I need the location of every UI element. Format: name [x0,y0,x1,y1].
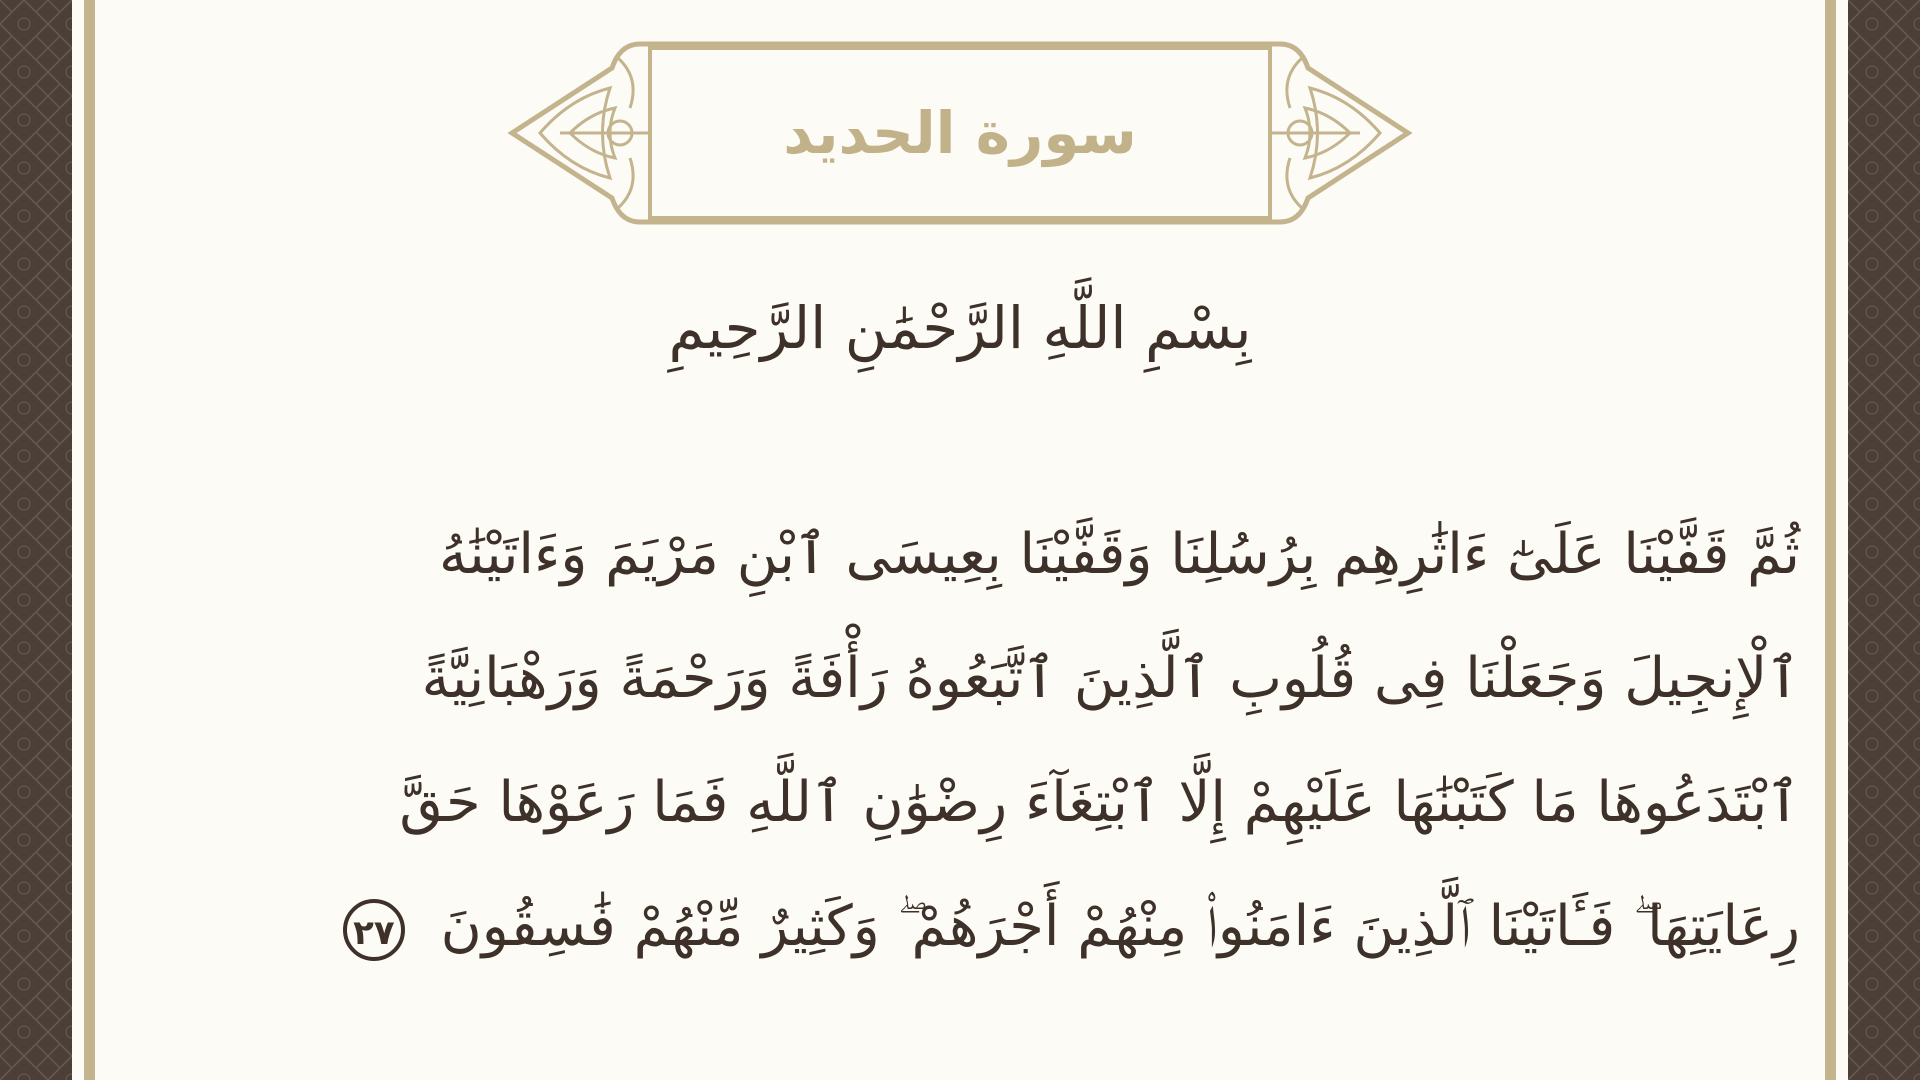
surah-title: سورة الحديد [783,99,1137,167]
verse-line-4-text: رِعَايَتِهَا ۖ فَـَٔاتَيْنَا ٱلَّذِينَ ءَامَنُوا۟ مِنْهُمْ أَجْرَهُمْ ۖ وَكَثِيرٌ مِّنْهُمْ فَٰسِقُونَ [440,894,1800,959]
verse-line-3: ٱبْتَدَعُوهَا مَا كَتَبْنَٰهَا عَلَيْهِمْ إِلَّا ٱبْتِغَآءَ رِضْوَٰنِ ٱللَّهِ فَمَا رَعَوْهَا حَقَّ [399,770,1800,835]
left-ornamental-border [0,0,72,1080]
right-ornamental-border [1848,0,1920,1080]
left-gold-rule [84,0,95,1080]
right-gold-rule [1825,0,1836,1080]
ayah-number-marker: ٢٧ [343,899,405,961]
verse-line-1: ثُمَّ قَفَّيْنَا عَلَىٰٓ ءَاثَٰرِهِم بِرُسُلِنَا وَقَفَّيْنَا بِعِيسَى ٱبْنِ مَرْيَمَ وَءَاتَيْنَٰهُ [439,522,1800,587]
verse-line-2: ٱلْإِنجِيلَ وَجَعَلْنَا فِى قُلُوبِ ٱلَّذِينَ ٱتَّبَعُوهُ رَأْفَةً وَرَحْمَةً وَرَهْبَانِيَّةً [421,646,1800,711]
verse-line-4 [240,877,1800,1001]
basmala: بِسْمِ اللَّهِ الرَّحْمَٰنِ الرَّحِيمِ [668,294,1252,362]
surah-title-frame [500,38,1420,228]
verse-text [240,505,1800,1001]
